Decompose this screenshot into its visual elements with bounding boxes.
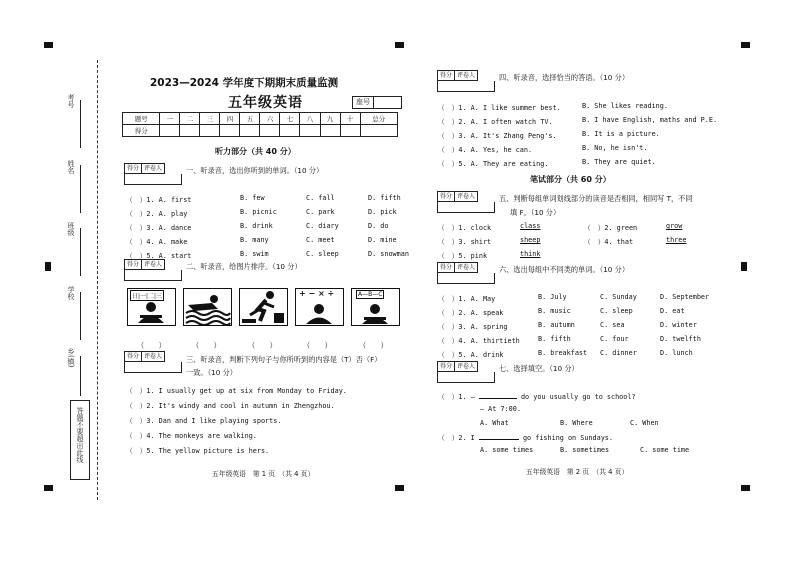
score-table-header-row [123,113,398,125]
picture-answer-bracket[interactable]: （ ） [303,341,332,350]
section5-title: 五、判断每组单词划线部分的读音是否相同，相同写 T，不同 [499,194,693,203]
grader-box [124,351,165,362]
grader-fill[interactable] [124,174,182,185]
score-input[interactable] [300,125,320,137]
grader-box [437,70,478,81]
option-d: D. mine [368,236,397,244]
list-item[interactable] [438,307,738,317]
score-cell: 六 [260,113,280,125]
grader-box [437,191,478,202]
score-cell: 八 [300,113,320,125]
q1-number: （ ）1. — [438,393,475,401]
option-d: D. pick [368,208,397,216]
page-footer-right: 五年级英语 第 2 页 （共 4 页） [526,468,629,476]
option-c: C. sleep [306,250,339,258]
school-line [80,292,81,340]
option-a: （ ）5. A. drink [438,351,504,359]
option-a: （ ）5. A. They are eating. [438,160,549,168]
word-d: three [666,236,687,244]
list-item[interactable] [438,130,738,140]
grader-fill[interactable] [124,362,182,373]
score-cell: 题号 [123,113,160,125]
exam-no-label: 考号 [67,94,75,108]
list-item[interactable]: （ ）5. The yellow picture is hers. [126,447,270,455]
listening-part-heading: 听力部分（共 40 分） [215,147,296,156]
option-b: B. She likes reading. [582,102,668,110]
grader-name-label: 评卷人 [144,165,163,172]
option-b: B. drink [240,222,273,230]
registration-mark [395,485,404,491]
option-b: B. breakfast [538,349,588,357]
score-input[interactable] [260,125,280,137]
list-item[interactable] [438,222,738,232]
option-c: C. park [306,208,335,216]
option-c: C. diary [306,222,339,230]
name-label: 姓名 [67,160,75,174]
list-item[interactable] [126,236,416,246]
score-cell: 得分 [123,125,160,137]
town-label: 乡(镇) [67,348,75,368]
option-d: D. twelfth [660,335,701,343]
picture-swimming [183,288,232,326]
registration-mark [741,485,750,491]
class-label: 班级 [67,222,75,236]
option-b: B. fifth [538,335,571,343]
grader-fill[interactable] [437,202,495,213]
option-c: C. sleep [600,307,633,315]
option-a: A. some times [480,446,534,454]
score-table [122,112,398,137]
score-table-score-row [123,125,398,137]
option-b: B. music [538,307,571,315]
option-b: B. July [538,293,567,301]
option-c: C. Sunday [600,293,637,301]
score-cell: 七 [280,113,300,125]
option-a: （ ）1. A. I like summer best. [438,104,561,112]
grader-fill[interactable] [124,270,182,281]
option-b: B. They are quiet. [582,158,656,166]
calendar-text: 日|一|二|三 [130,290,164,301]
score-input[interactable] [280,125,300,137]
question-2[interactable] [438,432,613,442]
option-a: （ ）1. A. May [438,295,496,303]
list-item[interactable] [438,321,738,331]
class-line [80,228,81,276]
grader-box [124,163,165,174]
exam-no-line [80,100,81,148]
word-a: （ ）3. shirt [438,238,492,246]
option-b: B. picnic [240,208,277,216]
picture-answer-bracket[interactable]: （ ） [192,341,221,350]
word-b: think [520,250,541,258]
registration-mark [741,42,750,48]
score-input[interactable] [360,125,397,137]
option-b: B. few [240,194,265,202]
list-item[interactable] [126,250,416,260]
word-a: （ ）1. clock [438,224,492,232]
option-a: （ ）4. A. thirtieth [438,337,520,345]
registration-mark [44,42,53,48]
section6-title: 六、选出每组中不同类的单词。（10 分） [499,265,630,274]
registration-mark [44,485,53,491]
option-b: B. I have English, maths and P.E. [582,116,718,124]
option-c: C. dinner [600,349,637,357]
list-item[interactable] [438,335,738,345]
score-cell: 一 [160,113,180,125]
grader-box [124,259,165,270]
word-c: （ ）4. that [584,238,634,246]
picture-math [295,288,344,326]
option-d: D. snowman [368,250,409,258]
seat-value[interactable] [374,97,401,108]
score-input[interactable] [220,125,240,137]
option-a: （ ）3. A. spring [438,323,508,331]
picture-answer-bracket[interactable]: （ ） [248,341,277,350]
registration-mark [45,262,51,271]
list-item[interactable] [438,349,738,359]
option-b: B. It is a picture. [582,130,660,138]
option-c: C. four [600,335,629,343]
q2-number: （ ）2. I [438,434,475,442]
grader-fill[interactable] [437,81,495,92]
score-cell: 三 [200,113,220,125]
option-b: B. swim [240,250,269,258]
list-item[interactable] [438,158,738,168]
score-input[interactable] [240,125,260,137]
seat-label: 座号 [353,97,374,108]
score-input[interactable] [160,125,180,137]
grader-fill[interactable] [437,372,495,383]
abc-text: A—B—C [358,291,383,298]
registration-mark [741,262,747,271]
option-b: B. sometimes [560,446,610,454]
section3-title: 三、听录音，判断下列句子与你所听到的内容是（T）否（F） [186,355,382,364]
option-c: C. fall [306,194,335,202]
picture-running [239,288,288,326]
option-d: D. eat [660,307,685,315]
section5-title-cont: 填 F。（10 分） [510,208,561,217]
question-1[interactable] [438,391,636,401]
grader-box [437,262,478,273]
section4-title: 四、听录音，选择恰当的答语。（10 分） [499,73,630,82]
option-a: （ ）4. A. Yes, he can. [438,146,533,154]
list-item[interactable] [438,293,738,303]
grader-score-label: 得分 [438,192,455,201]
section7-title: 七、选择填空。（10 分） [499,364,579,373]
word-b: sheep [520,236,541,244]
option-a: （ ）2. A. I often watch TV. [438,118,553,126]
grader-box [437,361,478,372]
list-item[interactable]: （ ）3. Dan and I like playing sports. [126,417,282,425]
option-d: D. do [368,222,389,230]
q1-text: do you usually go to school? [520,393,636,401]
grader-score-label: 得分 [125,352,142,361]
grader-score-label: 得分 [125,260,142,269]
list-item[interactable] [126,208,416,218]
grader-score-label: 得分 [125,164,142,173]
option-d: D. lunch [660,349,693,357]
picture-answer-bracket[interactable]: （ ） [359,341,388,350]
town-line [80,356,81,396]
grader-score-label: 得分 [438,362,455,371]
grader-name-label: 评卷人 [144,353,163,360]
no-answer-note: 答题不要超出此线 [76,407,84,463]
q2-blank[interactable] [479,439,519,440]
writing-part-heading: 笔试部分（共 60 分） [530,175,611,184]
math-symbols: + − × ÷ [299,289,335,298]
option-c: C. When [630,419,659,427]
grader-name-label: 评卷人 [144,261,163,268]
option-a: （ ）4. A. make [126,238,188,246]
score-input[interactable] [180,125,200,137]
option-a: A. What [480,419,509,427]
list-item[interactable] [438,250,738,260]
list-item[interactable] [438,144,738,154]
seat-number-box [352,96,402,109]
score-cell: 五 [240,113,260,125]
grader-score-label: 得分 [438,263,455,272]
word-b: class [520,222,541,230]
option-b: B. Where [560,419,593,427]
swimming-icon [184,289,231,325]
option-d: D. September [660,293,710,301]
q1-options[interactable] [480,419,700,429]
option-c: C. meet [306,236,335,244]
option-c: C. sea [600,321,625,329]
option-a: （ ）1. A. first [126,196,192,204]
list-item[interactable] [438,236,738,246]
option-b: B. many [240,236,269,244]
list-item[interactable] [438,102,738,112]
score-cell: 九 [320,113,340,125]
list-item[interactable]: （ ）4. The monkeys are walking. [126,432,257,440]
page-footer-left: 五年级英语 第 1 页 （共 4 页） [212,470,315,478]
section1-title: 一、听录音，选出你听到的单词。（10 分） [186,166,324,175]
registration-mark [395,42,404,48]
name-line [80,165,81,213]
picture-abc [351,288,400,326]
option-c: C. some time [640,446,690,454]
section3-title-cont: 一致。（10 分） [186,368,237,377]
list-item[interactable] [438,116,738,126]
option-a: （ ）3. A. It's Zhang Peng's. [438,132,557,140]
score-input[interactable] [320,125,340,137]
option-a: （ ）5. A. start [126,252,192,260]
option-a: （ ）2. A. play [126,210,188,218]
no-answer-box [70,400,90,480]
grader-name-label: 评卷人 [457,363,476,370]
q1-blank[interactable] [479,398,517,399]
binding-line [97,60,98,500]
q2-text: go fishing on Sundays. [522,434,613,442]
section2-title: 二、听录音，给图片排序。（10 分） [186,262,302,271]
score-input[interactable] [200,125,220,137]
picture-calendar-reading [127,288,176,326]
score-cell: 十 [340,113,360,125]
school-label: 学校 [67,286,75,300]
option-d: D. fifth [368,194,401,202]
word-a: （ ）5. pink [438,252,488,260]
score-cell: 二 [180,113,200,125]
option-b: B. No, he isn't. [582,144,648,152]
running-icon [240,289,287,325]
list-item[interactable] [126,222,416,232]
list-item[interactable]: （ ）2. It's windy and cool in autumn in Zhengzhou. [126,402,335,410]
subject-title: 五年级英语 [228,95,303,111]
list-item[interactable]: （ ）1. I usually get up at six from Monday to Friday. [126,387,347,395]
score-cell: 总分 [360,113,397,125]
option-a: （ ）3. A. dance [126,224,192,232]
option-a: （ ）2. A. speak [438,309,504,317]
list-item[interactable] [126,194,416,204]
grader-fill[interactable] [437,273,495,284]
q2-options[interactable] [480,446,720,456]
word-c: （ ）2. green [584,224,638,232]
option-b: B. autumn [538,321,575,329]
word-d: grow [666,222,683,230]
q1-answer: — At 7:00. [480,405,521,413]
score-input[interactable] [340,125,360,137]
grader-name-label: 评卷人 [457,264,476,271]
grader-name-label: 评卷人 [457,72,476,79]
grader-score-label: 得分 [438,71,455,80]
exam-title: 2023—2024 学年度下期期末质量监测 [150,77,339,89]
grader-name-label: 评卷人 [457,193,476,200]
picture-answer-bracket[interactable]: （ ） [137,341,166,350]
score-cell: 四 [220,113,240,125]
option-d: D. winter [660,321,697,329]
